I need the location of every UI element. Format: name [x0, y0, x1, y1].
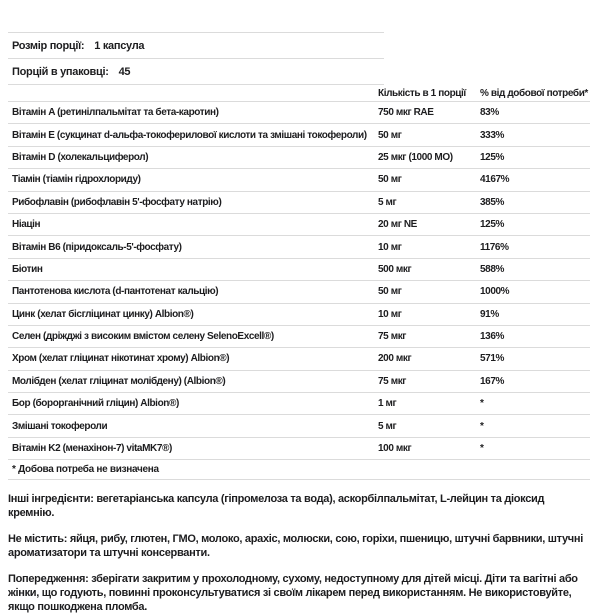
serving-size-value: 1 капсула	[94, 39, 145, 52]
ingredient-amount: 10 мг	[378, 241, 402, 253]
table-row	[8, 236, 590, 258]
table-row	[8, 147, 590, 169]
table-row	[8, 371, 590, 393]
servings-per-container-label: Порцій в упаковці:	[12, 65, 109, 78]
ingredient-name: Вітамін D (холекальциферол)	[12, 151, 149, 163]
ingredient-daily-value: 1000%	[480, 286, 510, 298]
table-row	[8, 326, 590, 348]
ingredient-amount: 500 мкг	[378, 263, 412, 275]
ingredient-daily-value: 91%	[480, 308, 499, 320]
ingredient-name: Бор (борорганічний гліцин) Albion®)	[12, 398, 179, 410]
ingredient-daily-value: 571%	[480, 353, 504, 365]
ingredient-amount: 5 мг	[378, 420, 397, 432]
ingredient-daily-value: *	[480, 420, 484, 432]
table-row	[8, 415, 590, 437]
ingredient-amount: 75 мкг	[378, 331, 407, 343]
serving-size-label: Розмір порції:	[12, 39, 85, 52]
table-row	[8, 214, 590, 236]
ingredient-name: Вітамін K2 (менахінон-7) vitaMK7®)	[12, 443, 172, 455]
ingredient-amount: 10 мг	[378, 308, 402, 320]
table-row	[8, 304, 590, 326]
ingredient-amount: 1 мг	[378, 398, 397, 410]
ingredient-daily-value: 125%	[480, 151, 504, 163]
ingredient-name: Цинк (хелат бісгліцинат цинку) Albion®)	[12, 308, 194, 320]
ingredient-name: Вітамін A (ретинілпальмітат та бета-каротин)	[12, 107, 219, 119]
ingredient-daily-value: *	[480, 398, 484, 410]
table-row	[8, 192, 590, 214]
warning-paragraph: Попередження: зберігати закритим у прохолодному, сухому, недоступному для дітей місці. Діти та вагітні або жінки, що годують, повинні проконсультуватися зі своїм лікарем перед використанням. Не використовуйте, якщо пошкоджена пломба.	[8, 573, 578, 614]
table-row	[8, 393, 590, 415]
ingredient-daily-value: 167%	[480, 375, 504, 387]
header-amount-per-serving: Кількість в 1 порції	[378, 87, 466, 99]
ingredient-daily-value: 1176%	[480, 241, 509, 253]
table-row	[8, 169, 590, 191]
nutrition-table	[8, 85, 590, 480]
ingredient-amount: 25 мкг (1000 МО)	[378, 151, 453, 163]
label-paragraphs	[8, 492, 592, 614]
ingredient-amount: 5 мг	[378, 196, 397, 208]
ingredient-daily-value: 125%	[480, 219, 504, 231]
ingredient-name: Вітамін B6 (піридоксаль-5'-фосфату)	[12, 241, 182, 253]
other-ingredients-paragraph: Інші інгредієнти: вегетаріанська капсула (гіпромелоза та вода), аскорбілпальмітат, L-лейцин та діоксид кремнію.	[8, 493, 545, 520]
ingredient-amount: 50 мг	[378, 129, 402, 141]
does-not-contain-paragraph: Не містить: яйця, рибу, глютен, ГМО, молоко, арахіс, молюски, сою, горіхи, пшеницю, штучні барвники, штучні ароматизатори та штучні консерванти.	[8, 533, 583, 560]
ingredient-name: Біотин	[12, 263, 43, 275]
ingredient-name: Селен (дріжджі з високим вмістом селену SelenoExcell®)	[12, 331, 274, 343]
ingredient-amount: 100 мкг	[378, 443, 412, 455]
ingredient-daily-value: 83%	[480, 107, 499, 119]
ingredient-amount: 75 мкг	[378, 375, 407, 387]
serving-size-row	[8, 32, 384, 58]
ingredient-amount: 50 мг	[378, 286, 402, 298]
table-body	[8, 102, 590, 460]
ingredient-name: Ніацін	[12, 219, 41, 231]
ingredient-name: Пантотенова кислота (d-пантотенат кальцію)	[12, 286, 219, 298]
table-row	[8, 124, 590, 146]
ingredient-daily-value: 4167%	[480, 174, 510, 186]
servings-per-container-row	[8, 58, 384, 84]
ingredient-amount: 20 мг NE	[378, 219, 417, 231]
ingredient-name: Молібден (хелат гліцинат молібдену) (Albion®)	[12, 375, 226, 387]
header-daily-value: % від добової потреби*	[480, 87, 588, 99]
table-header-row	[8, 85, 590, 102]
ingredient-amount: 200 мкг	[378, 353, 412, 365]
ingredient-amount: 50 мг	[378, 174, 402, 186]
servings-per-container-value: 45	[118, 65, 131, 78]
table-row	[8, 259, 590, 281]
table-row	[8, 348, 590, 370]
ingredient-amount: 750 мкг RAE	[378, 107, 434, 119]
serving-info-section	[8, 32, 384, 85]
ingredient-daily-value: 588%	[480, 263, 504, 275]
ingredient-daily-value: *	[480, 443, 484, 455]
ingredient-daily-value: 136%	[480, 331, 504, 343]
ingredient-name: Тіамін (тіамін гідрохлориду)	[12, 174, 141, 186]
table-row	[8, 438, 590, 460]
table-row	[8, 281, 590, 303]
table-row	[8, 102, 590, 124]
ingredient-daily-value: 385%	[480, 196, 504, 208]
ingredient-name: Змішані токофероли	[12, 420, 108, 432]
ingredient-name: Вітамін E (сукцинат d-альфа-токоферилової кислоти та змішані токофероли)	[12, 129, 367, 141]
ingredient-name: Рибофлавін (рибофлавін 5'-фосфату натрію)	[12, 196, 222, 208]
ingredient-name: Хром (хелат гліцинат нікотинат хрому) Albion®)	[12, 353, 230, 365]
ingredient-daily-value: 333%	[480, 129, 504, 141]
daily-value-footnote: * Добова потреба не визначена	[8, 460, 590, 480]
